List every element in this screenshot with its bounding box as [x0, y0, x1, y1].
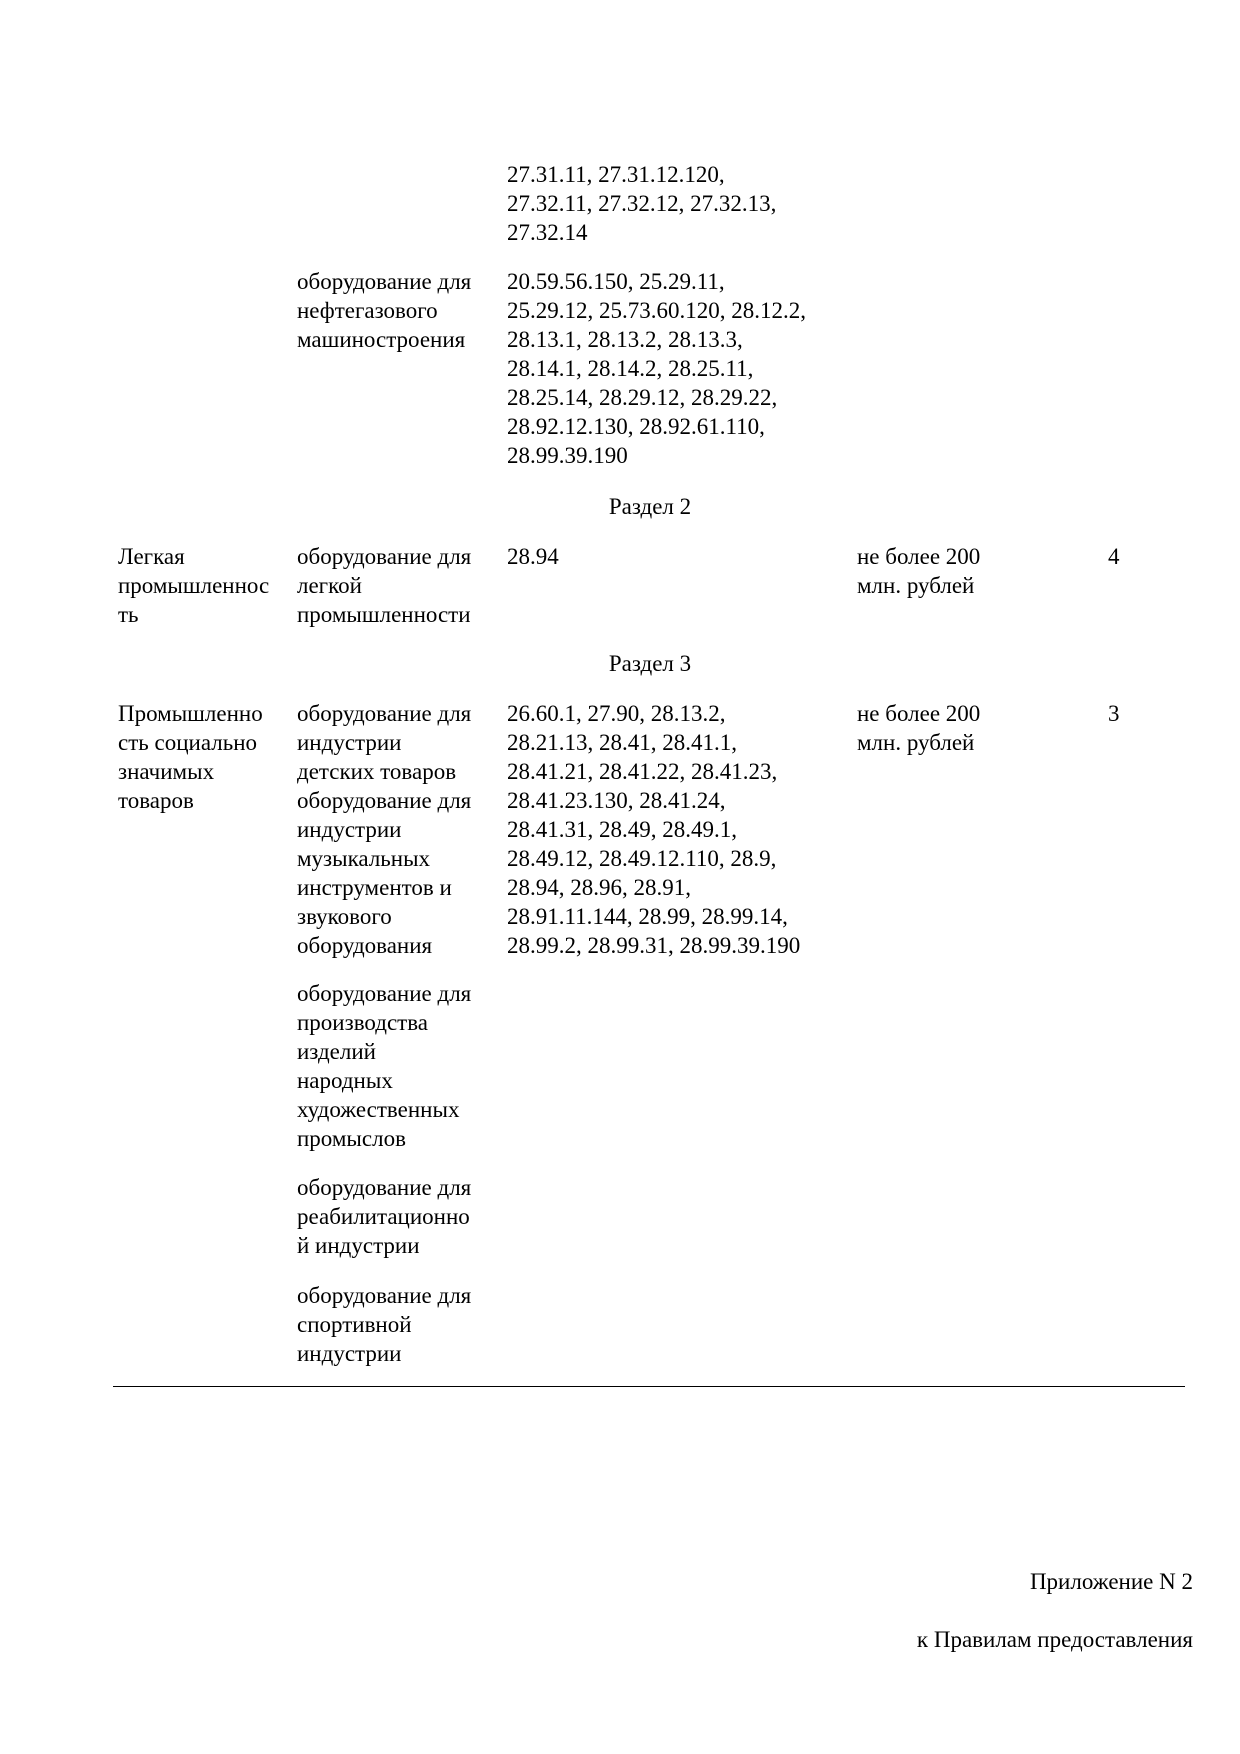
section-3-number: 3 [1108, 701, 1120, 726]
oil-gas-equipment-label: оборудование для нефтегазового машиностроения [297, 269, 472, 352]
oil-gas-codes: 20.59.56.150, 25.29.11, 25.29.12, 25.73.60.120, 28.12.2, 28.13.1, 28.13.2, 28.13.3, 28.14.1, 28.14.2, 28.25.11, 28.25.14, 28.29.12, 28.29.22, 28.92.12.130, 28.92.61.110, 28.99.39.190 [507, 269, 806, 468]
table-bottom-rule [113, 1386, 1185, 1387]
section-3-equipment-folk: оборудование для производства изделий народных художественных промыслов [297, 981, 472, 1151]
appendix-line-2: к Правилам предоставления [916, 1627, 1193, 1652]
section-2-industry: Легкая промышленнос ть [118, 544, 270, 627]
section-3-equipment-rehab: оборудование для реабилитационно й индустрии [297, 1175, 472, 1258]
section-3-equipment-sport: оборудование для спортивной индустрии [297, 1283, 472, 1366]
section-2-codes: 28.94 [507, 544, 559, 569]
section-2-limit: не более 200 млн. рублей [857, 544, 981, 598]
section-3-title: Раздел 3 [608, 651, 692, 676]
section-2-title: Раздел 2 [608, 494, 692, 519]
appendix-heading [917, 1538, 1193, 1683]
section-3-codes: 26.60.1, 27.90, 28.13.2, 28.21.13, 28.41, 28.41.1, 28.41.21, 28.41.22, 28.41.23, 28.41.23.130, 28.41.24, 28.41.31, 28.49, 28.49.1, 28.49.12, 28.49.12.110, 28.9, 28.94, 28.96, 28.91, 28.91.11.144, 28.99, 28.99.14, 28.99.2, 28.99.31, 28.99.39.190 [507, 701, 801, 958]
appendix-line-1: Приложение N 2 [1029, 1569, 1193, 1594]
section-2-equipment: оборудование для легкой промышленности [297, 544, 472, 627]
section-3-limit: не более 200 млн. рублей [857, 701, 981, 755]
section-2-number: 4 [1108, 544, 1120, 569]
section-3-equipment-main: оборудование для индустрии детских товаров оборудование для индустрии музыкальных инструментов и звукового оборудования [297, 701, 472, 958]
section-3-industry: Промышленно сть социально значимых товаров [118, 701, 263, 813]
codes-electrical: 27.31.11, 27.31.12.120, 27.32.11, 27.32.12, 27.32.13, 27.32.14 [507, 162, 777, 245]
